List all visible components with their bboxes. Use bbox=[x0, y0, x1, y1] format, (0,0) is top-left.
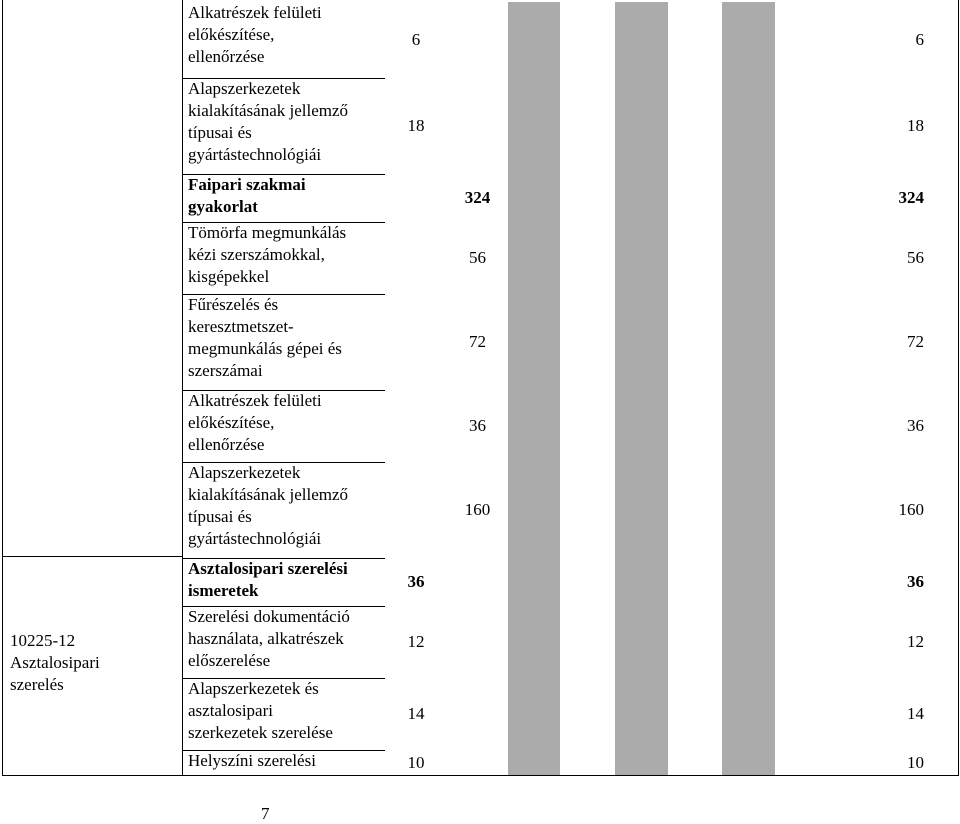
hours-col2-cell bbox=[447, 78, 508, 174]
hours-col2-cell bbox=[447, 2, 508, 78]
subject-line: gyártástechnológiái bbox=[188, 145, 322, 164]
hours-col2-cell bbox=[447, 558, 508, 606]
module-name-line: Asztalosipari bbox=[10, 653, 100, 672]
subject-cell bbox=[182, 750, 385, 775]
subject-cell bbox=[182, 174, 385, 222]
hours-col1-cell: 6 bbox=[411, 30, 421, 49]
hours-col1-cell: 14 bbox=[407, 704, 425, 723]
subject-cell bbox=[182, 462, 385, 558]
total-hours-cell: 12 bbox=[907, 632, 924, 651]
subject-line: kialakításának jellemző bbox=[188, 101, 349, 120]
hours-col2-cell: 56 bbox=[469, 248, 486, 267]
table-row bbox=[0, 2, 960, 78]
table-row bbox=[0, 750, 960, 775]
page-number: 7 bbox=[261, 804, 270, 823]
subject-line: Fűrészelés és bbox=[188, 295, 279, 314]
subject-line: Alapszerkezetek bbox=[188, 463, 301, 482]
divider bbox=[2, 556, 182, 557]
subject-line: használata, alkatrészek bbox=[188, 629, 344, 648]
module-name-line: 10225-12 bbox=[10, 631, 76, 650]
divider bbox=[182, 606, 385, 607]
total-hours-cell: 6 bbox=[915, 30, 924, 49]
subject-line: Faipari szakmai bbox=[188, 175, 306, 194]
subject-cell bbox=[182, 558, 385, 606]
subject-cell bbox=[182, 78, 385, 174]
divider bbox=[182, 0, 183, 776]
hours-col2-cell: 324 bbox=[464, 188, 491, 207]
table-row bbox=[0, 294, 960, 390]
hours-col1-cell: 12 bbox=[407, 632, 425, 651]
divider bbox=[182, 558, 385, 559]
module-name bbox=[10, 630, 170, 696]
hours-col2-cell: 72 bbox=[469, 332, 486, 351]
subject-line: Asztalosipari szerelési bbox=[188, 559, 348, 578]
hours-col1-cell bbox=[385, 174, 447, 222]
hours-col2-cell bbox=[447, 678, 508, 750]
hours-col1-cell: 10 bbox=[407, 752, 425, 772]
divider bbox=[2, 775, 958, 776]
hours-col2-cell bbox=[447, 750, 508, 775]
subject-cell bbox=[182, 294, 385, 390]
subject-cell bbox=[182, 678, 385, 750]
subject-line: Tömörfa megmunkálás bbox=[188, 223, 347, 242]
divider bbox=[182, 174, 385, 175]
hours-col2-cell bbox=[447, 606, 508, 678]
total-hours-cell: 324 bbox=[898, 188, 924, 207]
subject-line: kisgépekkel bbox=[188, 267, 270, 286]
hours-col2-cell: 160 bbox=[464, 500, 491, 519]
hours-col1-cell: 18 bbox=[407, 116, 425, 135]
subject-cell bbox=[182, 2, 385, 78]
hours-col2-cell: 36 bbox=[469, 416, 486, 435]
divider bbox=[182, 462, 385, 463]
subject-line: előkészítése, bbox=[188, 25, 275, 44]
divider bbox=[958, 0, 959, 776]
divider bbox=[182, 390, 385, 391]
divider bbox=[182, 294, 385, 295]
subject-line: asztalosipari bbox=[188, 701, 273, 720]
table-row bbox=[0, 390, 960, 462]
hours-col1-cell bbox=[385, 294, 447, 390]
divider bbox=[2, 0, 3, 776]
total-hours-cell: 72 bbox=[907, 332, 924, 351]
table-row bbox=[0, 462, 960, 558]
subject-cell bbox=[182, 390, 385, 462]
subject-line: Helyszíni szerelési bbox=[188, 751, 316, 770]
total-hours-cell: 160 bbox=[898, 500, 924, 519]
total-hours-cell: 56 bbox=[907, 248, 924, 267]
subject-line: Alkatrészek felületi bbox=[188, 3, 322, 22]
subject-line: előkészítése, bbox=[188, 413, 275, 432]
subject-line: Alapszerkezetek bbox=[188, 79, 301, 98]
subject-line: ellenőrzése bbox=[188, 47, 265, 66]
hours-col1-cell bbox=[385, 222, 447, 294]
module-name-line: szerelés bbox=[10, 675, 64, 694]
divider bbox=[182, 678, 385, 679]
total-hours-cell: 18 bbox=[907, 116, 924, 135]
total-hours-cell: 14 bbox=[907, 704, 924, 723]
table-row bbox=[0, 222, 960, 294]
table-row bbox=[0, 78, 960, 174]
subject-line: szerkezetek szerelése bbox=[188, 723, 333, 742]
subject-line: szerszámai bbox=[188, 361, 263, 380]
subject-line: gyakorlat bbox=[188, 197, 258, 216]
hours-col1-cell bbox=[385, 462, 447, 558]
total-hours-cell: 36 bbox=[907, 416, 924, 435]
hours-col1-cell bbox=[385, 390, 447, 462]
subject-line: ismeretek bbox=[188, 581, 259, 600]
table-row bbox=[0, 558, 960, 606]
total-hours-cell: 36 bbox=[907, 572, 924, 591]
subject-line: kialakításának jellemző bbox=[188, 485, 349, 504]
divider bbox=[182, 750, 385, 751]
subject-line: megmunkálás gépei és bbox=[188, 339, 342, 358]
subject-line: gyártástechnológiái bbox=[188, 529, 322, 548]
subject-line: típusai és bbox=[188, 507, 252, 526]
subject-cell bbox=[182, 606, 385, 678]
hours-col1-cell: 36 bbox=[407, 572, 425, 591]
subject-line: keresztmetszet- bbox=[188, 317, 294, 336]
subject-line: kézi szerszámokkal, bbox=[188, 245, 325, 264]
subject-line: Alkatrészek felületi bbox=[188, 391, 322, 410]
divider bbox=[182, 78, 385, 79]
total-hours-cell: 10 bbox=[907, 752, 924, 772]
divider bbox=[182, 222, 385, 223]
subject-line: típusai és bbox=[188, 123, 252, 142]
table-row bbox=[0, 174, 960, 222]
subject-line: Alapszerkezetek és bbox=[188, 679, 319, 698]
subject-cell bbox=[182, 222, 385, 294]
subject-line: Szerelési dokumentáció bbox=[188, 607, 350, 626]
subject-line: ellenőrzése bbox=[188, 435, 265, 454]
subject-line: előszerelése bbox=[188, 651, 271, 670]
